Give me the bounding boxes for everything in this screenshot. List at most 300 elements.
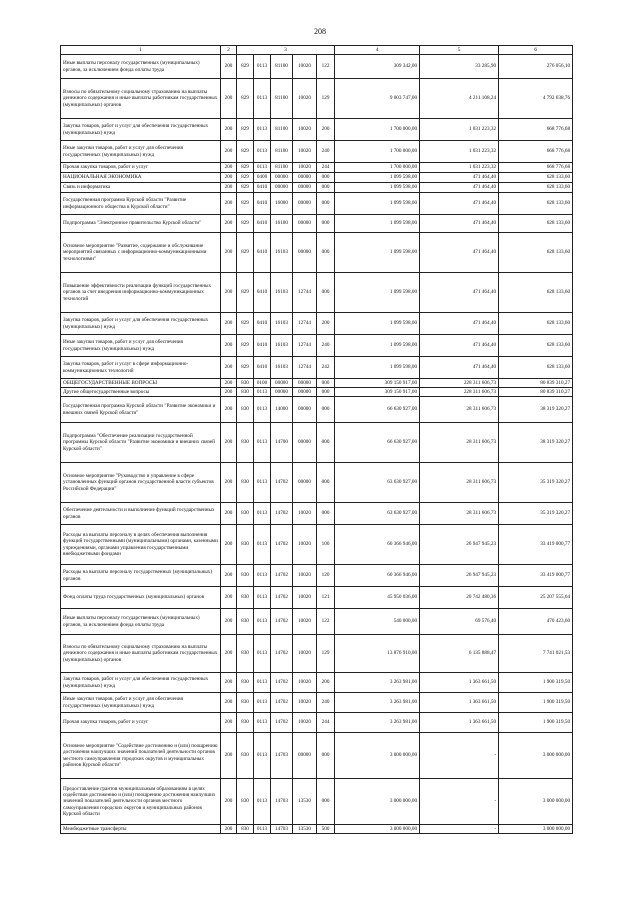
code-d: 14700	[271, 423, 293, 463]
code-a: 200	[221, 779, 237, 825]
value-assigned: 1 099 598,00	[335, 173, 420, 183]
code-d: 14702	[271, 635, 293, 673]
code-e: 10020	[293, 713, 317, 733]
code-e: 12744	[293, 273, 317, 313]
code-e: 00000	[293, 215, 317, 233]
code-e: 00000	[293, 397, 317, 423]
code-a: 200	[221, 635, 237, 673]
col-number-6: 6	[499, 46, 573, 55]
value-remaining: 628 133,60	[499, 313, 573, 335]
value-executed: 471 464,40	[420, 183, 499, 193]
value-assigned: 60 366 946,00	[335, 565, 420, 587]
code-d: 14702	[271, 609, 293, 635]
value-assigned: 63 630 927,00	[335, 463, 420, 503]
code-f: 000	[317, 733, 335, 779]
code-e: 00000	[293, 423, 317, 463]
code-f: 100	[317, 525, 335, 565]
value-remaining: 1 900 319,50	[499, 713, 573, 733]
value-executed: 471 464,40	[420, 193, 499, 215]
value-assigned: 1 099 598,00	[335, 335, 420, 357]
value-executed: 228 311 606,73	[420, 388, 499, 397]
code-e: 10020	[293, 525, 317, 565]
value-remaining: 38 319 320,27	[499, 423, 573, 463]
code-a: 200	[221, 587, 237, 609]
code-b: 830	[237, 423, 254, 463]
code-f: 000	[317, 183, 335, 193]
value-remaining: 3 000 000,00	[499, 825, 573, 834]
code-f: 122	[317, 609, 335, 635]
value-assigned: 60 366 946,00	[335, 525, 420, 565]
code-c: 0400	[254, 173, 271, 183]
code-a: 200	[221, 673, 237, 693]
table-row	[61, 79, 573, 119]
row-name: Закупка товаров, работ и услуг в сфере информационно-коммуникационных технологий	[61, 357, 221, 379]
code-c: 0113	[254, 423, 271, 463]
code-a: 200	[221, 397, 237, 423]
col-number-4: 4	[335, 46, 420, 55]
value-remaining: 628 133,60	[499, 183, 573, 193]
value-assigned: 45 950 036,00	[335, 587, 420, 609]
row-name: Взносы по обязательному социальному страхованию на выплаты денежного содержания и иные выплаты работникам государственных (муниципальных) органов	[61, 635, 221, 673]
value-executed: 33 285,90	[420, 55, 499, 79]
code-b: 830	[237, 525, 254, 565]
code-d: 16103	[271, 233, 293, 273]
code-c: 0113	[254, 55, 271, 79]
code-f: 000	[317, 388, 335, 397]
code-c: 0113	[254, 463, 271, 503]
value-executed: 28 311 606,73	[420, 423, 499, 463]
row-name: Основное мероприятие "Содействие достижению и (или) поощрению достижения наилучших значений показателей деятельности органов местного самоуправления городских округов и муниципальных районов Курской области"	[61, 733, 221, 779]
value-executed: 471 464,40	[420, 273, 499, 313]
value-assigned: 309 342,00	[335, 55, 420, 79]
code-b: 830	[237, 388, 254, 397]
value-executed: 471 464,40	[420, 313, 499, 335]
value-assigned: 1 099 598,00	[335, 313, 420, 335]
code-a: 200	[221, 565, 237, 587]
code-f: 240	[317, 693, 335, 713]
code-c: 0113	[254, 779, 271, 825]
value-assigned: 3 263 981,00	[335, 693, 420, 713]
code-b: 829	[237, 119, 254, 141]
code-f: 242	[317, 357, 335, 379]
table-row	[61, 357, 573, 379]
value-executed: 471 464,40	[420, 357, 499, 379]
code-e: 10020	[293, 693, 317, 713]
table-row	[61, 183, 573, 193]
code-b: 830	[237, 609, 254, 635]
row-name: Межбюджетные трансферты	[61, 825, 221, 834]
code-d: 14702	[271, 713, 293, 733]
code-a: 200	[221, 713, 237, 733]
code-e: 00000	[293, 173, 317, 183]
row-name: Повышение эффективности реализации функций государственных органов за счет внедрения информационно-коммуникационных технологий	[61, 273, 221, 313]
code-c: 0113	[254, 388, 271, 397]
code-d: 14702	[271, 503, 293, 525]
code-f: 200	[317, 119, 335, 141]
value-remaining: 470 423,60	[499, 609, 573, 635]
value-remaining: 35 319 320,27	[499, 463, 573, 503]
value-assigned: 1 700 000,00	[335, 163, 420, 173]
code-c: 0113	[254, 79, 271, 119]
value-remaining: 628 133,60	[499, 215, 573, 233]
table-row	[61, 397, 573, 423]
code-f: 000	[317, 397, 335, 423]
value-executed: 471 464,40	[420, 335, 499, 357]
row-name: Расходы на выплаты персоналу государственных (муниципальных) органов	[61, 565, 221, 587]
row-name: Прочая закупка товаров, работ и услуг	[61, 713, 221, 733]
value-remaining: 33 419 000,77	[499, 525, 573, 565]
row-name: Расходы на выплаты персоналу в целях обеспечения выполнения функций государственными (муниципальными) органами, казенными учреждениями, органами управления государственными внебюджетными фондами	[61, 525, 221, 565]
code-a: 200	[221, 693, 237, 713]
code-d: 16000	[271, 193, 293, 215]
code-b: 830	[237, 587, 254, 609]
row-name: ОБЩЕГОСУДАРСТВЕННЫЕ ВОПРОСЫ	[61, 379, 221, 388]
value-remaining: 1 900 319,50	[499, 693, 573, 713]
code-f: 000	[317, 423, 335, 463]
code-b: 829	[237, 313, 254, 335]
table-row	[61, 423, 573, 463]
value-assigned: 66 630 927,00	[335, 397, 420, 423]
code-b: 830	[237, 503, 254, 525]
value-assigned: 1 099 598,00	[335, 273, 420, 313]
code-a: 200	[221, 423, 237, 463]
row-name: Предоставление грантов муниципальным образованиям в целях содействия достижению и (или) поощрению достижения наилучших значений показателей деятельности органов местного самоуправления городских округов и муниципальных районов Курской области	[61, 779, 221, 825]
value-remaining: 628 133,60	[499, 233, 573, 273]
code-d: 14702	[271, 525, 293, 565]
table-row	[61, 713, 573, 733]
code-c: 0410	[254, 193, 271, 215]
code-c: 0100	[254, 379, 271, 388]
code-f: 000	[317, 463, 335, 503]
code-e: 00000	[293, 233, 317, 273]
code-c: 0113	[254, 825, 271, 834]
code-d: 00000	[271, 379, 293, 388]
row-name: Взносы по обязательному социальному страхованию на выплаты денежного содержания и иные выплаты работникам государственных (муниципальных) органов	[61, 79, 221, 119]
value-assigned: 1 099 598,00	[335, 357, 420, 379]
page-number: 208	[314, 27, 326, 36]
code-b: 830	[237, 463, 254, 503]
row-name: Связь и информатика	[61, 183, 221, 193]
code-a: 200	[221, 163, 237, 173]
code-e: 00000	[293, 388, 317, 397]
value-assigned: 309 150 917,00	[335, 379, 420, 388]
code-a: 200	[221, 183, 237, 193]
value-assigned: 1 099 598,00	[335, 233, 420, 273]
value-assigned: 1 099 598,00	[335, 215, 420, 233]
value-assigned: 3 000 000,00	[335, 825, 420, 834]
code-c: 0113	[254, 713, 271, 733]
code-b: 829	[237, 215, 254, 233]
code-e: 10020	[293, 635, 317, 673]
code-f: 200	[317, 313, 335, 335]
value-remaining: 80 839 310,27	[499, 379, 573, 388]
value-remaining: 25 207 555,64	[499, 587, 573, 609]
code-c: 0113	[254, 525, 271, 565]
code-b: 830	[237, 693, 254, 713]
row-name: Подпрограмма "Электронное правительство Курской области"	[61, 215, 221, 233]
code-e: 00000	[293, 193, 317, 215]
row-name: Закупка товаров, работ и услуг для обеспечения государственных (муниципальных) нужд	[61, 119, 221, 141]
table-row	[61, 587, 573, 609]
code-a: 200	[221, 388, 237, 397]
code-e: 00000	[293, 379, 317, 388]
code-a: 200	[221, 215, 237, 233]
code-b: 829	[237, 335, 254, 357]
table-row	[61, 825, 573, 834]
value-remaining: 628 133,60	[499, 335, 573, 357]
table-row	[61, 141, 573, 163]
table-row	[61, 173, 573, 183]
value-assigned: 309 150 917,00	[335, 388, 420, 397]
code-d: 81100	[271, 79, 293, 119]
row-name: Фонд оплаты труда государственных (муниципальных) органов	[61, 587, 221, 609]
code-b: 830	[237, 825, 254, 834]
value-remaining: 38 319 320,27	[499, 397, 573, 423]
row-name: Другие общегосударственные вопросы	[61, 388, 221, 397]
row-name: Основное мероприятие "Развитие, содержание и обслуживание мероприятий связанных с информационно-коммуникационными технологиями"	[61, 233, 221, 273]
value-executed: -	[420, 825, 499, 834]
value-remaining: 276 056,10	[499, 55, 573, 79]
value-remaining: 80 839 310,27	[499, 388, 573, 397]
value-remaining: 3 000 000,00	[499, 779, 573, 825]
code-b: 829	[237, 55, 254, 79]
code-d: 00000	[271, 183, 293, 193]
table-row	[61, 193, 573, 215]
code-e: 10020	[293, 55, 317, 79]
table-row	[61, 163, 573, 173]
table-row	[61, 463, 573, 503]
code-f: 240	[317, 335, 335, 357]
value-assigned: 63 630 927,00	[335, 503, 420, 525]
code-d: 16100	[271, 215, 293, 233]
code-c: 0113	[254, 733, 271, 779]
row-name: Государственная программа Курской области "Развитие экономики и внешних связей Курской области"	[61, 397, 221, 423]
value-executed: 1 031 223,32	[420, 119, 499, 141]
code-d: 81100	[271, 119, 293, 141]
code-c: 0113	[254, 587, 271, 609]
row-name: Основное мероприятие "Руководство и управление в сфере установленных функций органов государственной власти субъектов Российской Федерации"	[61, 463, 221, 503]
code-f: 240	[317, 141, 335, 163]
code-c: 0410	[254, 357, 271, 379]
code-c: 0113	[254, 397, 271, 423]
code-a: 200	[221, 273, 237, 313]
table-row	[61, 119, 573, 141]
code-a: 200	[221, 141, 237, 163]
table-row	[61, 693, 573, 713]
code-a: 200	[221, 463, 237, 503]
code-f: 200	[317, 673, 335, 693]
table-row	[61, 335, 573, 357]
code-d: 14702	[271, 693, 293, 713]
value-remaining: 628 133,60	[499, 193, 573, 215]
code-e: 12744	[293, 357, 317, 379]
value-remaining: 3 000 000,00	[499, 733, 573, 779]
code-b: 830	[237, 733, 254, 779]
code-a: 200	[221, 55, 237, 79]
code-a: 200	[221, 193, 237, 215]
value-remaining: 628 133,60	[499, 273, 573, 313]
value-remaining: 628 133,60	[499, 173, 573, 183]
code-c: 0113	[254, 163, 271, 173]
value-executed: 26 947 945,23	[420, 565, 499, 587]
value-executed: -	[420, 733, 499, 779]
code-f: 000	[317, 379, 335, 388]
table-body	[61, 55, 573, 834]
code-d: 14703	[271, 825, 293, 834]
code-d: 14702	[271, 587, 293, 609]
code-e: 10020	[293, 565, 317, 587]
table-row	[61, 779, 573, 825]
code-c: 0410	[254, 215, 271, 233]
code-e: 10020	[293, 673, 317, 693]
code-a: 200	[221, 733, 237, 779]
value-assigned: 66 630 927,00	[335, 423, 420, 463]
table-row	[61, 525, 573, 565]
value-executed: 471 464,40	[420, 215, 499, 233]
code-a: 200	[221, 233, 237, 273]
code-c: 0113	[254, 503, 271, 525]
column-number-row	[61, 46, 573, 55]
code-c: 0113	[254, 635, 271, 673]
code-c: 0410	[254, 183, 271, 193]
col-number-3: 3	[237, 46, 335, 55]
value-executed: 1 031 223,32	[420, 141, 499, 163]
value-executed: 26 947 945,23	[420, 525, 499, 565]
value-remaining: 4 792 638,76	[499, 79, 573, 119]
code-f: 129	[317, 79, 335, 119]
value-assigned: 3 000 000,00	[335, 733, 420, 779]
value-executed: 228 311 606,73	[420, 379, 499, 388]
row-name: Обеспечение деятельности и выполнение функций государственных органов	[61, 503, 221, 525]
value-executed: 28 311 606,73	[420, 397, 499, 423]
code-b: 829	[237, 183, 254, 193]
value-remaining: 668 776,68	[499, 163, 573, 173]
code-e: 00000	[293, 183, 317, 193]
code-a: 200	[221, 79, 237, 119]
value-assigned: 9 003 747,00	[335, 79, 420, 119]
code-c: 0113	[254, 119, 271, 141]
table-row	[61, 609, 573, 635]
value-assigned: 3 000 000,00	[335, 779, 420, 825]
value-executed: -	[420, 779, 499, 825]
code-f: 244	[317, 163, 335, 173]
row-name: Закупка товаров, работ и услуг для обеспечения государственных (муниципальных) нужд	[61, 313, 221, 335]
row-name: Закупка товаров, работ и услуг для обеспечения государственных (муниципальных) нужд	[61, 673, 221, 693]
value-assigned: 3 263 981,00	[335, 713, 420, 733]
row-name: Иные закупки товаров, работ и услуг для обеспечения государственных (муниципальных) нужд	[61, 693, 221, 713]
code-e: 00000	[293, 733, 317, 779]
code-a: 200	[221, 119, 237, 141]
code-a: 200	[221, 825, 237, 834]
value-assigned: 1 099 598,00	[335, 183, 420, 193]
code-f: 000	[317, 273, 335, 313]
code-b: 830	[237, 397, 254, 423]
col-number-2: 2	[221, 46, 237, 55]
table-row	[61, 55, 573, 79]
table-row	[61, 233, 573, 273]
value-assigned: 13 876 910,00	[335, 635, 420, 673]
code-d: 16103	[271, 273, 293, 313]
row-name: Иные закупки товаров, работ и услуг для обеспечения государственных (муниципальных) нужд	[61, 335, 221, 357]
table-row	[61, 379, 573, 388]
code-c: 0113	[254, 673, 271, 693]
table-row	[61, 503, 573, 525]
code-c: 0410	[254, 273, 271, 313]
value-executed: 471 464,40	[420, 233, 499, 273]
code-f: 000	[317, 233, 335, 273]
code-d: 14702	[271, 565, 293, 587]
value-executed: 1 031 223,32	[420, 163, 499, 173]
value-executed: 6 135 888,47	[420, 635, 499, 673]
code-f: 000	[317, 779, 335, 825]
code-d: 14702	[271, 463, 293, 503]
code-e: 13530	[293, 825, 317, 834]
code-f: 120	[317, 565, 335, 587]
code-e: 12744	[293, 313, 317, 335]
value-remaining: 35 319 320,27	[499, 503, 573, 525]
code-a: 200	[221, 357, 237, 379]
code-d: 81100	[271, 141, 293, 163]
code-b: 830	[237, 565, 254, 587]
code-e: 00000	[293, 463, 317, 503]
code-a: 200	[221, 379, 237, 388]
code-f: 000	[317, 503, 335, 525]
code-e: 10020	[293, 609, 317, 635]
code-f: 000	[317, 215, 335, 233]
code-c: 0410	[254, 335, 271, 357]
row-name: Государственная программа Курской области "Развитие информационного общества в Курской области"	[61, 193, 221, 215]
code-c: 0113	[254, 609, 271, 635]
code-b: 830	[237, 635, 254, 673]
table-row	[61, 313, 573, 335]
col-number-1: 1	[61, 46, 221, 55]
code-d: 14702	[271, 673, 293, 693]
code-b: 829	[237, 357, 254, 379]
code-d: 14703	[271, 779, 293, 825]
value-remaining: 33 419 000,77	[499, 565, 573, 587]
code-c: 0113	[254, 565, 271, 587]
budget-table-container	[60, 45, 572, 834]
code-d: 16103	[271, 357, 293, 379]
value-assigned: 1 700 000,00	[335, 119, 420, 141]
code-b: 830	[237, 379, 254, 388]
code-b: 829	[237, 273, 254, 313]
code-b: 830	[237, 779, 254, 825]
code-b: 830	[237, 673, 254, 693]
value-remaining: 628 133,60	[499, 357, 573, 379]
value-remaining: 668 776,68	[499, 119, 573, 141]
code-e: 10020	[293, 163, 317, 173]
code-b: 829	[237, 141, 254, 163]
code-f: 121	[317, 587, 335, 609]
code-e: 10020	[293, 587, 317, 609]
row-name: Иные выплаты персоналу государственных (муниципальных) органов, за исключением фонда оплаты труда	[61, 609, 221, 635]
code-f: 000	[317, 173, 335, 183]
code-c: 0410	[254, 313, 271, 335]
code-b: 829	[237, 173, 254, 183]
table-row	[61, 733, 573, 779]
code-a: 200	[221, 335, 237, 357]
code-b: 829	[237, 193, 254, 215]
code-e: 12744	[293, 335, 317, 357]
row-name: Подпрограмма "Обеспечение реализации государственной программы Курской области "Развитие экономики и внешних связей Курской области"	[61, 423, 221, 463]
code-d: 14000	[271, 397, 293, 423]
code-b: 829	[237, 163, 254, 173]
value-executed: 69 576,40	[420, 609, 499, 635]
value-executed: 4 211 108,24	[420, 79, 499, 119]
code-e: 13530	[293, 779, 317, 825]
code-d: 14703	[271, 733, 293, 779]
